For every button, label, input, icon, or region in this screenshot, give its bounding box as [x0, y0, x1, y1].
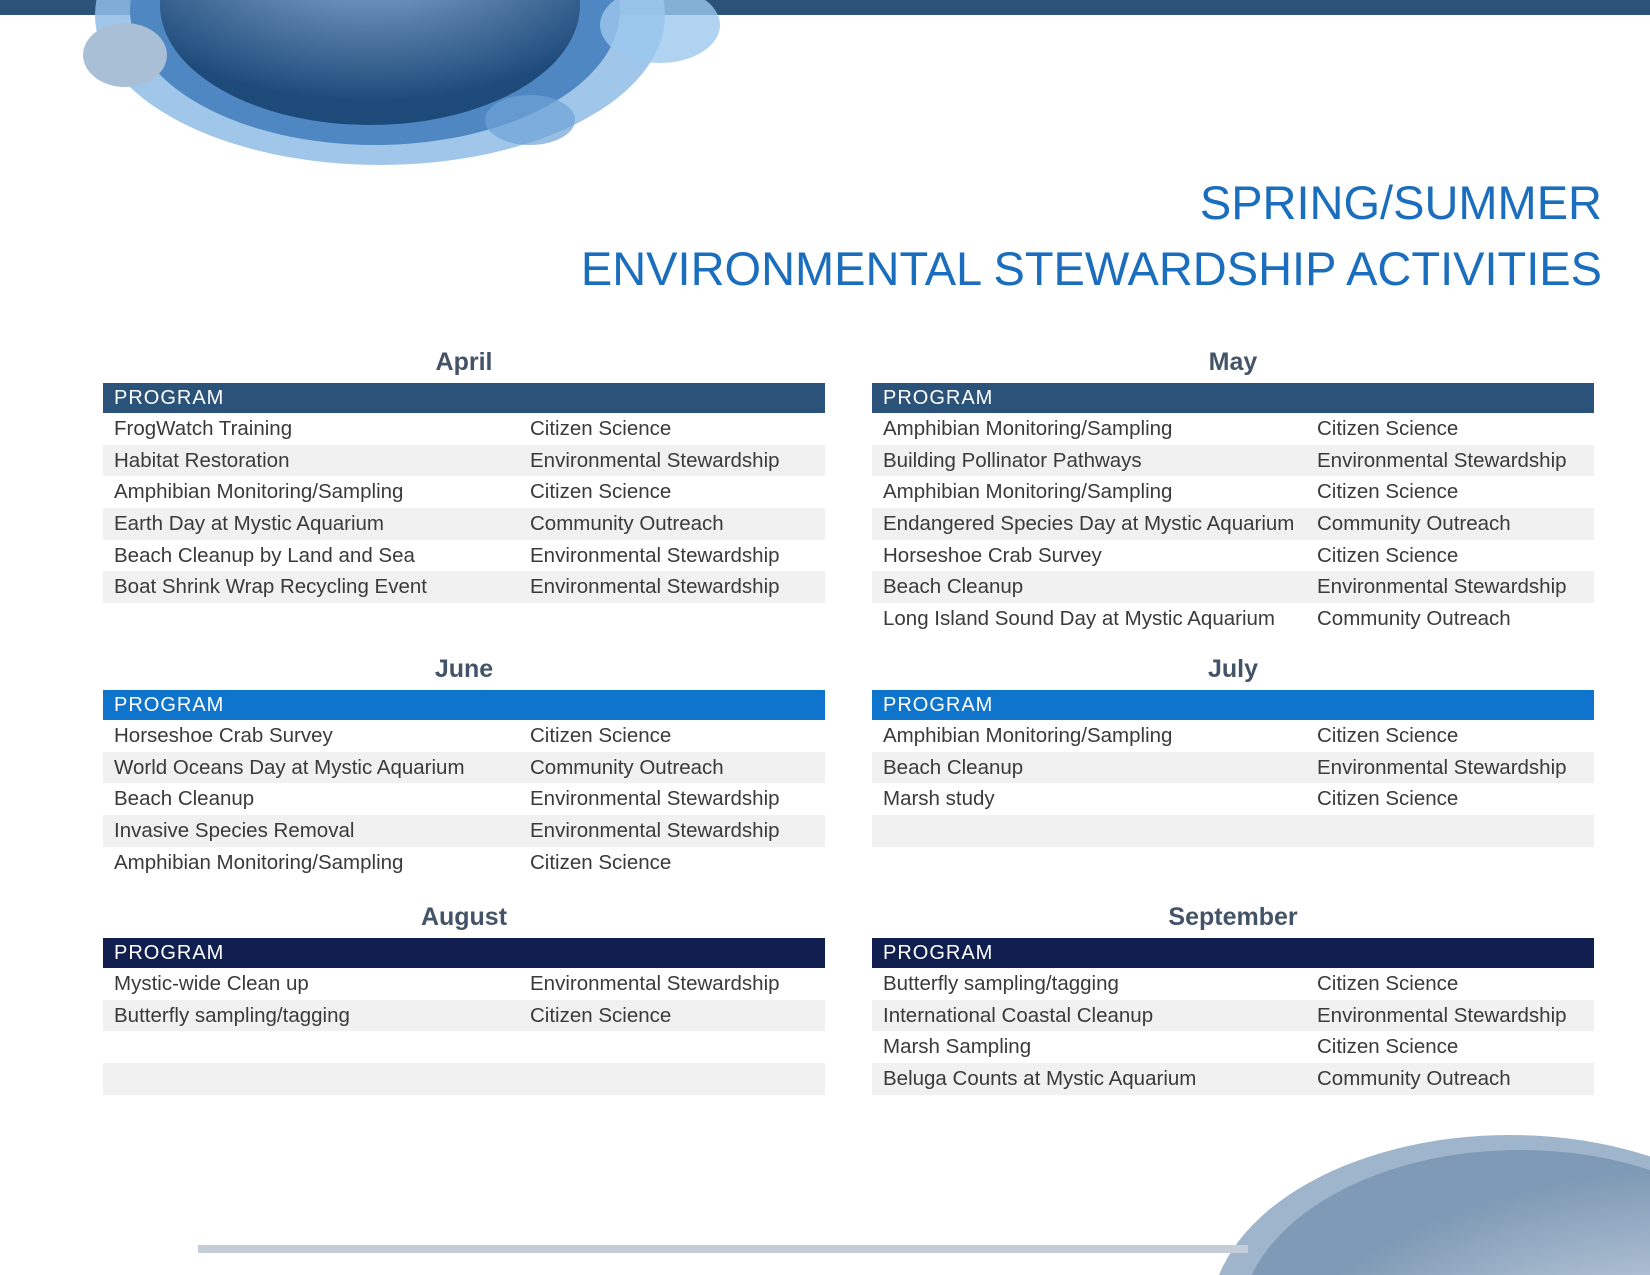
table-row	[872, 1000, 1594, 1032]
program-category: Environmental Stewardship	[1317, 755, 1567, 779]
decorative-globe-graphic	[1180, 1120, 1650, 1275]
table-row	[103, 720, 825, 752]
table-header: PROGRAM	[872, 690, 1594, 720]
program-category: Citizen Science	[1317, 417, 1459, 440]
table-row	[872, 1063, 1594, 1095]
table-row	[872, 571, 1594, 603]
program-name: World Oceans Day at Mystic Aquarium	[114, 755, 465, 779]
program-name	[103, 1063, 530, 1095]
program-name: Building Pollinator Pathways	[883, 448, 1142, 472]
table-header: PROGRAM	[103, 383, 825, 413]
program-category: Community Outreach	[1317, 607, 1511, 631]
title-line-2: ENVIRONMENTAL STEWARDSHIP ACTIVITIES	[580, 242, 1602, 295]
table-row	[103, 571, 825, 603]
program-name: Marsh study	[883, 787, 995, 811]
table-row	[872, 720, 1594, 752]
program-name	[103, 1031, 530, 1063]
program-category: Citizen Science	[1317, 972, 1459, 995]
program-name: Invasive Species Removal	[114, 819, 355, 843]
month-heading: July	[1207, 655, 1259, 683]
table-row	[103, 413, 825, 445]
table-row	[872, 476, 1594, 508]
program-name: Amphibian Monitoring/Sampling	[114, 850, 404, 874]
program-category: Environmental Stewardship	[1317, 1003, 1567, 1027]
program-table	[103, 968, 825, 1095]
program-category: Environmental Stewardship	[1317, 575, 1567, 599]
table-header: PROGRAM	[103, 690, 825, 720]
program-category: Environmental Stewardship	[530, 972, 780, 995]
program-name: Butterfly sampling/tagging	[883, 972, 1119, 995]
program-table	[872, 413, 1594, 635]
table-row	[103, 1031, 825, 1063]
program-category: Citizen Science	[1317, 543, 1459, 567]
month-heading: August	[420, 903, 508, 931]
table-row	[872, 783, 1594, 815]
program-name: FrogWatch Training	[114, 417, 293, 440]
month-section-september	[872, 900, 1594, 1095]
program-category: Community Outreach	[1317, 1067, 1511, 1091]
program-name: Earth Day at Mystic Aquarium	[114, 512, 385, 536]
table-row	[872, 815, 1594, 847]
table-row	[103, 1000, 825, 1032]
program-name: Beluga Counts at Mystic Aquarium	[883, 1067, 1197, 1091]
table-row	[872, 540, 1594, 572]
month-section-june	[103, 652, 825, 878]
program-name: Boat Shrink Wrap Recycling Event	[114, 575, 427, 599]
program-name: Endangered Species Day at Mystic Aquarium	[883, 512, 1295, 536]
table-row	[872, 445, 1594, 477]
month-heading: May	[1208, 348, 1258, 376]
program-name: Habitat Restoration	[114, 448, 290, 472]
table-row	[103, 1063, 825, 1095]
title-line-1: SPRING/SUMMER	[1199, 176, 1602, 229]
table-row	[872, 603, 1594, 635]
program-table	[872, 720, 1594, 847]
table-row	[872, 752, 1594, 784]
table-row	[103, 445, 825, 477]
program-name: Amphibian Monitoring/Sampling	[883, 417, 1173, 440]
program-category: Environmental Stewardship	[1317, 448, 1567, 472]
program-name: Butterfly sampling/tagging	[114, 1003, 350, 1027]
program-name: Amphibian Monitoring/Sampling	[114, 480, 404, 504]
table-row	[103, 752, 825, 784]
program-table	[103, 720, 825, 878]
program-name: Horseshoe Crab Survey	[114, 724, 333, 747]
page-title	[502, 170, 1602, 302]
table-row	[103, 847, 825, 879]
program-name: Beach Cleanup by Land and Sea	[114, 543, 415, 567]
table-row	[103, 508, 825, 540]
program-category: Environmental Stewardship	[530, 448, 780, 472]
program-category: Citizen Science	[530, 480, 672, 504]
month-section-may	[872, 345, 1594, 635]
program-category: Community Outreach	[530, 755, 724, 779]
program-category: Environmental Stewardship	[530, 543, 780, 567]
program-table	[103, 413, 825, 603]
table-row	[872, 1031, 1594, 1063]
program-table	[872, 968, 1594, 1095]
month-section-august	[103, 900, 825, 1095]
program-category: Community Outreach	[530, 512, 724, 536]
program-category: Environmental Stewardship	[530, 575, 780, 599]
month-heading: September	[1168, 903, 1298, 931]
program-name: International Coastal Cleanup	[883, 1003, 1154, 1027]
program-category: Citizen Science	[1317, 724, 1459, 747]
footer-divider	[198, 1245, 1248, 1253]
program-category: Environmental Stewardship	[530, 787, 780, 811]
program-name: Beach Cleanup	[883, 575, 1024, 599]
program-name	[872, 815, 1317, 847]
table-header: PROGRAM	[103, 938, 825, 968]
month-heading: April	[435, 348, 493, 376]
program-category: Citizen Science	[1317, 787, 1459, 811]
program-category: Citizen Science	[530, 850, 672, 874]
program-name: Beach Cleanup	[114, 787, 255, 811]
program-category: Citizen Science	[1317, 1035, 1459, 1059]
table-row	[103, 968, 825, 1000]
decorative-swirl-graphic	[80, 0, 730, 180]
month-section-july	[872, 652, 1594, 847]
month-section-april	[103, 345, 825, 603]
table-row	[103, 815, 825, 847]
program-category: Community Outreach	[1317, 512, 1511, 536]
program-category: Citizen Science	[530, 724, 672, 747]
program-name: Beach Cleanup	[883, 755, 1024, 779]
program-name: Horseshoe Crab Survey	[883, 543, 1102, 567]
table-row	[103, 540, 825, 572]
table-header: PROGRAM	[872, 383, 1594, 413]
table-row	[103, 476, 825, 508]
program-name: Amphibian Monitoring/Sampling	[883, 480, 1173, 504]
table-row	[872, 413, 1594, 445]
table-row	[103, 783, 825, 815]
table-header: PROGRAM	[872, 938, 1594, 968]
program-name: Mystic-wide Clean up	[114, 972, 309, 995]
program-name: Marsh Sampling	[883, 1035, 1032, 1059]
table-row	[872, 508, 1594, 540]
program-category: Citizen Science	[530, 1003, 672, 1027]
table-row	[872, 968, 1594, 1000]
program-category: Citizen Science	[1317, 480, 1459, 504]
program-name: Amphibian Monitoring/Sampling	[883, 724, 1173, 747]
program-category: Environmental Stewardship	[530, 819, 780, 843]
program-category: Citizen Science	[530, 417, 672, 440]
program-name: Long Island Sound Day at Mystic Aquarium	[883, 607, 1275, 631]
month-heading: June	[434, 655, 494, 683]
